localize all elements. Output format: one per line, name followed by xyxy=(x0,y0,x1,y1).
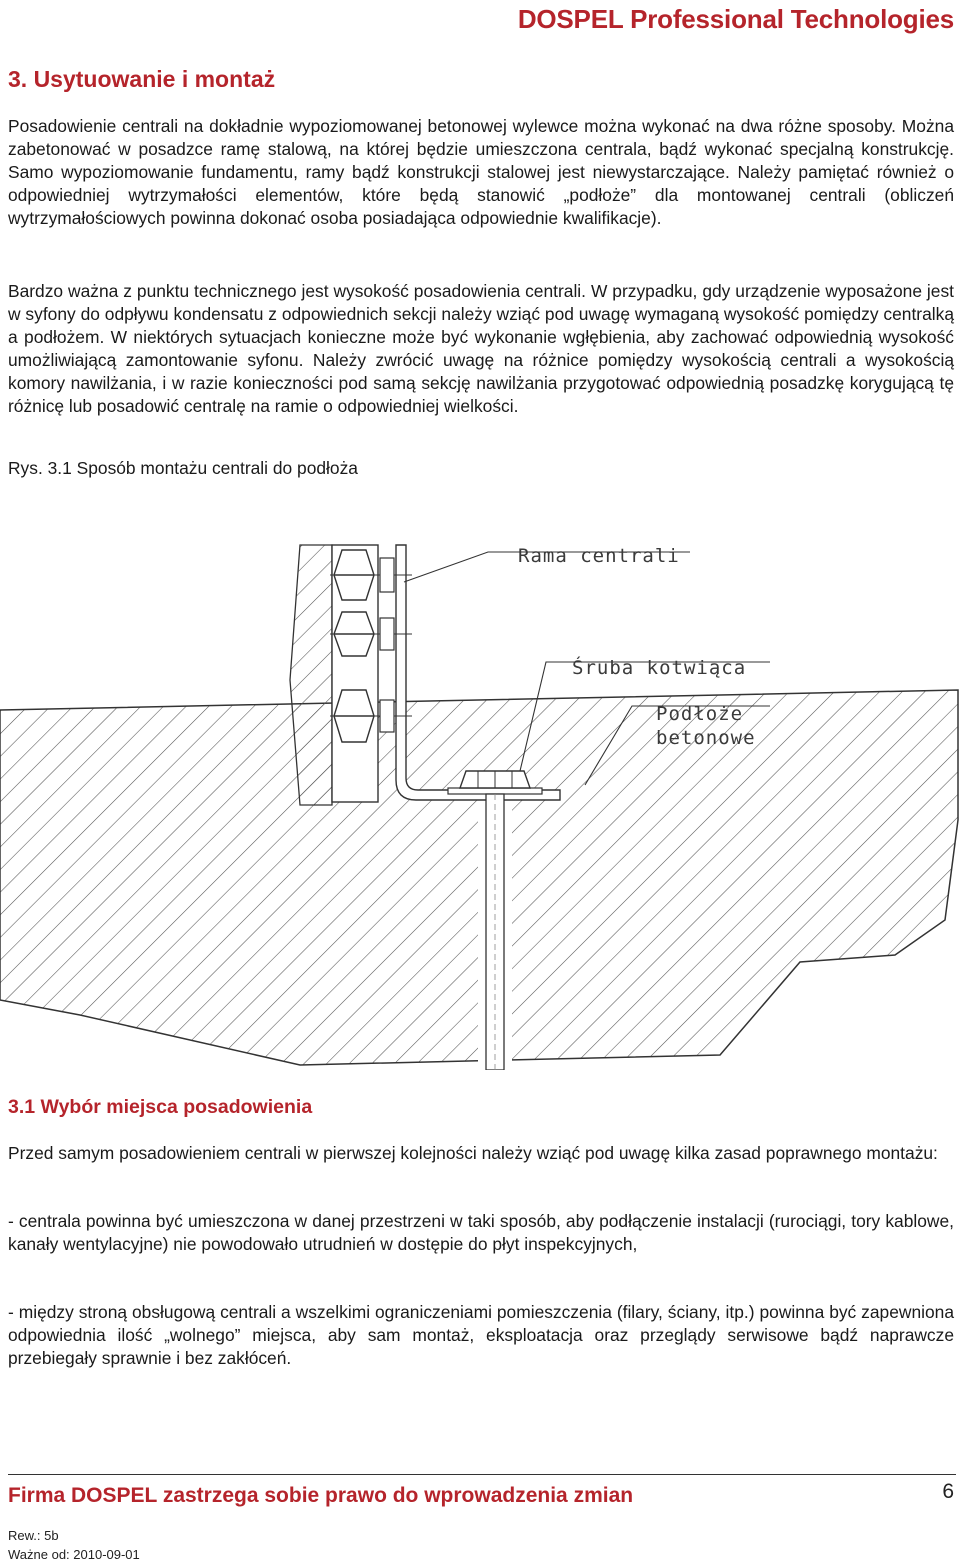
figure-caption: Rys. 3.1 Sposób montażu centrali do podłoża xyxy=(8,458,358,478)
footer-divider xyxy=(8,1474,956,1475)
placement-intro: Przed samym posadowieniem centrali w pierwszej kolejności należy wziąć pod uwagę kilka zasad poprawnego montażu: xyxy=(8,1143,938,1163)
mounting-figure xyxy=(0,530,960,1070)
page-number: 6 xyxy=(942,1480,954,1503)
intro-paragraph: Posadowienie centrali na dokładnie wypoziomowanej betonowej wylewce można wykonać na dwa różne sposoby. Można zabetonować w posadzce ramę stalową, na której będzie umieszczona centrala, bądź wykonać specjalną konstrukcję. Samo wypoziomowanie fundamentu, ramy bądź konstrukcji stalowej jest niewystarczające. Należy pamiętać również o odpowiedniej wytrzymałości elementów, które będą stanowić „podłoże” dla montowanej centrali (obliczeń wytrzymałościowych powinna dokonać osoba posiadająca odpowiednie kwalifikacje). xyxy=(8,116,954,229)
revision-label: Rew.: 5b xyxy=(8,1528,59,1543)
header-brand: DOSPEL Professional Technologies xyxy=(517,4,954,34)
footer-note: Firma DOSPEL zastrzega sobie prawo do wprowadzenia zmian xyxy=(8,1484,634,1507)
placement-rule-1: - centrala powinna być umieszczona w danej przestrzeni w taki sposób, aby podłączenie instalacji (rurociągi, tory kablowe, kanały wentylacyjne) nie powodowało utrudnień w dostępie do płyt inspekcyjnych, xyxy=(8,1211,954,1255)
label-frame: Rama centrali xyxy=(518,545,680,567)
frame-nut-1 xyxy=(380,558,394,592)
frame-nut-2 xyxy=(380,618,394,650)
height-paragraph: Bardzo ważna z punktu technicznego jest wysokość posadowienia centrali. W przypadku, gdy urządzenie wyposażone jest w syfony do odpływu kondensatu z odpowiednich sekcji należy wziąć pod uwagę wymaganą wysokość pomiędzy centralką a podłożem. W niektórych sytuacjach konieczne może być wykonanie wgłębienia, aby zachować odpowiednią wysokość umożliwiającą zamontowanie syfonu. Należy zwrócić uwagę na różnice pomiędzy wysokością centrali a wysokością komory nawilżania, i w razie konieczności pod samą sekcję nawilżania przygotować odpowiednią posadzkę korygującą tę różnicę lub posadowić centralę na ramie o odpowiedniej wielkości. xyxy=(8,281,954,417)
label-base-line2: betonowe xyxy=(656,727,756,749)
frame-bolt-head-3 xyxy=(334,690,374,742)
label-anchor-bolt: Śruba kotwiąca xyxy=(572,657,747,679)
effective-date: Ważne od: 2010-09-01 xyxy=(8,1547,140,1562)
subsection-title: 3.1 Wybór miejsca posadowienia xyxy=(8,1096,313,1118)
placement-rule-2: - między stroną obsługową centrali a wszelkimi ograniczeniami pomieszczenia (filary, ściany, itp.) powinna być zapewniona odpowiednia ilość „wolnego” miejsca, aby sam montaż, eksploatacja oraz przeglądy serwisowe bądź naprawcze przebiegały sprawnie i bez zakłóceń. xyxy=(8,1302,954,1369)
mounting-drawing xyxy=(0,530,960,1070)
frame-bolt-head-1 xyxy=(334,550,374,600)
section-title: 3. Usytuowanie i montaż xyxy=(8,66,276,92)
frame-plate xyxy=(290,545,332,805)
frame-bolt-head-2 xyxy=(334,612,374,656)
anchor-washer xyxy=(448,788,542,794)
label-base-line1: Podłoże xyxy=(656,703,744,725)
frame-nut-3 xyxy=(380,700,394,732)
